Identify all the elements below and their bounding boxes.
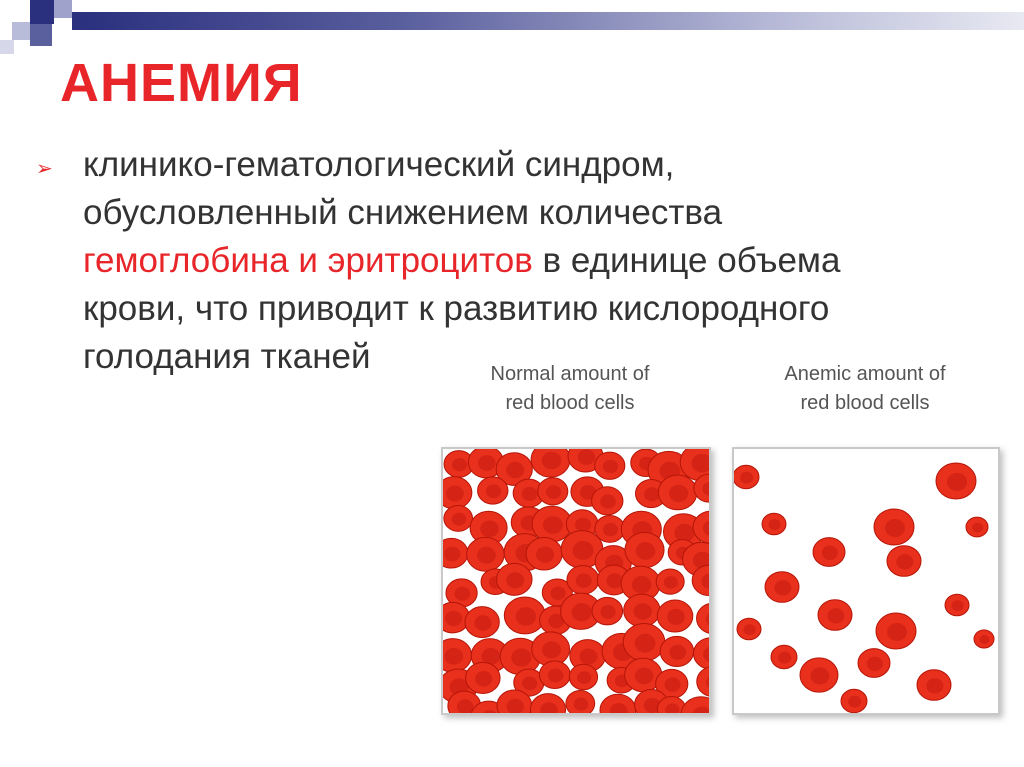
red-blood-cell: [762, 513, 786, 535]
anemic-blood-cells-image: [732, 447, 1000, 715]
caption-line: red blood cells: [800, 392, 930, 414]
red-blood-cell: [466, 662, 501, 693]
red-blood-cell: [465, 607, 499, 638]
red-blood-cell: [532, 506, 572, 542]
slide-title: АНЕМИЯ: [60, 53, 303, 113]
red-blood-cell: [566, 690, 595, 713]
red-blood-cell: [504, 597, 545, 634]
red-blood-cell: [874, 509, 914, 545]
header-decoration-bar: [72, 12, 1024, 30]
red-blood-cell: [818, 600, 852, 631]
caption-line: Normal amount of: [490, 363, 650, 385]
red-blood-cell: [467, 537, 505, 571]
red-blood-cell: [526, 537, 562, 570]
decoration-square: [30, 0, 54, 24]
red-blood-cell: [595, 452, 625, 479]
decoration-square: [30, 24, 52, 46]
red-blood-cell: [539, 661, 570, 689]
red-blood-cell: [858, 649, 890, 678]
red-blood-cell: [966, 517, 988, 537]
red-blood-cell: [658, 475, 697, 510]
anemic-cells-caption: [740, 360, 990, 418]
red-blood-cell: [697, 666, 709, 696]
red-blood-cell: [443, 538, 468, 568]
red-blood-cell: [945, 594, 969, 616]
red-blood-cell: [841, 689, 867, 712]
caption-line: Anemic amount of: [784, 363, 946, 385]
red-blood-cell: [887, 546, 921, 577]
red-blood-cell: [531, 449, 570, 477]
red-blood-cell: [497, 563, 533, 595]
red-blood-cell: [681, 697, 709, 713]
text-fragment: в единице объема: [532, 241, 841, 280]
red-blood-cell: [876, 613, 916, 649]
anemic-cells-illustration: [734, 449, 998, 713]
red-blood-cell: [693, 638, 709, 670]
red-blood-cell: [567, 565, 599, 594]
red-blood-cell: [800, 658, 838, 692]
red-blood-cell: [530, 694, 565, 713]
normal-cells-illustration: [443, 449, 709, 713]
normal-cells-caption: [450, 360, 690, 418]
red-blood-cell: [600, 694, 636, 713]
text-line: голодания тканей: [83, 337, 371, 376]
red-blood-cell: [538, 478, 568, 505]
red-blood-cell: [656, 569, 684, 594]
red-blood-cell: [765, 572, 799, 603]
red-blood-cell: [734, 465, 759, 488]
text-line: [83, 237, 983, 285]
red-blood-cell: [569, 664, 597, 689]
highlighted-term: гемоглобина и эритроцитов: [83, 241, 533, 280]
caption-line: red blood cells: [505, 392, 635, 414]
red-blood-cell: [813, 538, 845, 567]
red-blood-cell: [917, 670, 951, 701]
red-blood-cell: [625, 532, 664, 567]
red-blood-cell: [936, 463, 976, 499]
red-blood-cell: [657, 600, 693, 632]
red-blood-cell: [624, 594, 660, 627]
red-blood-cell: [443, 477, 472, 509]
red-blood-cell: [974, 630, 994, 648]
red-blood-cell: [771, 645, 797, 668]
text-line: клинико-гематологический синдром,: [83, 145, 675, 184]
bullet-arrow-icon: ➢: [36, 158, 53, 180]
normal-blood-cells-image: [441, 447, 711, 715]
definition-text: [83, 141, 983, 381]
decoration-square: [0, 40, 14, 54]
text-line: крови, что приводит к развитию кислородного: [83, 289, 830, 328]
decoration-square: [54, 0, 72, 18]
red-blood-cell: [697, 603, 709, 634]
decoration-square: [12, 22, 30, 40]
red-blood-cell: [478, 477, 508, 504]
red-blood-cell: [737, 618, 761, 640]
red-blood-cell: [623, 623, 665, 660]
red-blood-cell: [660, 636, 693, 666]
red-blood-cell: [444, 506, 473, 532]
red-blood-cell: [592, 487, 623, 515]
red-blood-cell: [592, 597, 623, 625]
text-line: обусловленный снижением количества: [83, 193, 723, 232]
red-blood-cell: [443, 639, 472, 673]
